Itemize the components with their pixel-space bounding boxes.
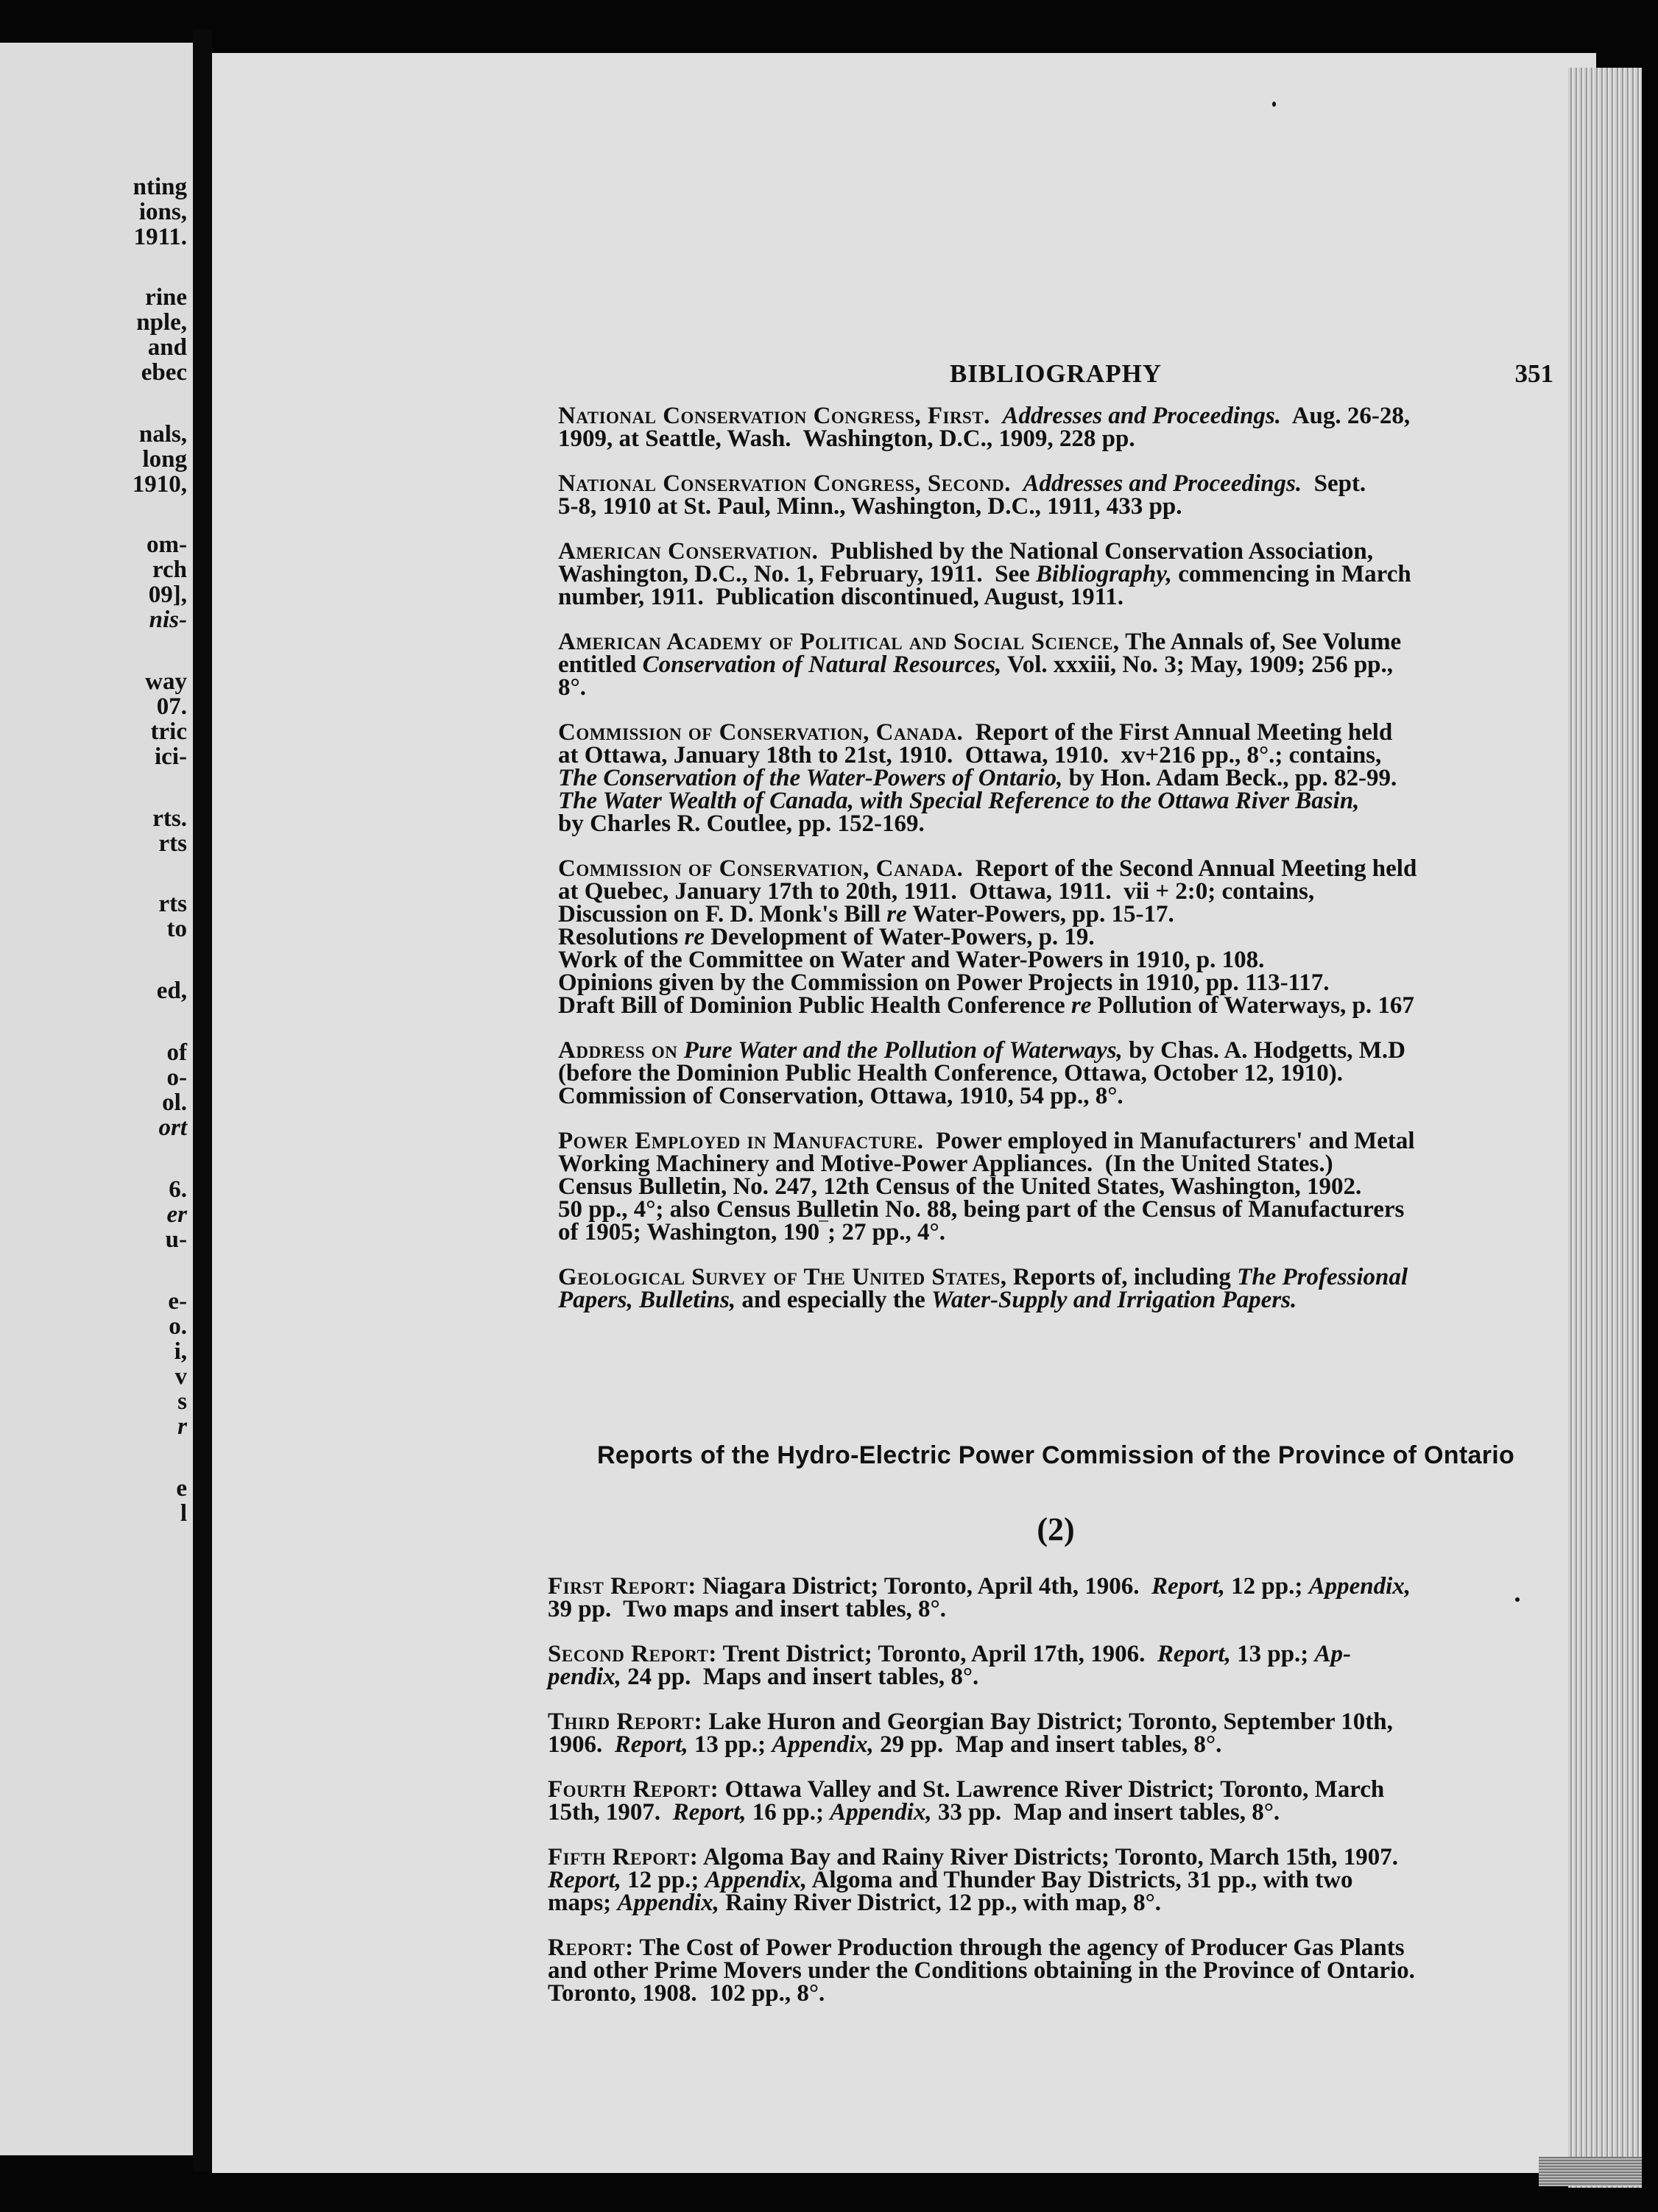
entry-author: Report: [548,1934,634,1961]
entry-text: 5-8, 1910 at St. Paul, Minn., Washington, D.C., 1911, 433 pp. [558,493,1182,520]
previous-page-fragment: 6. [169,1176,187,1203]
entry-line [558,651,1553,678]
entry-line [558,719,1553,746]
entry-author: First Report: [548,1573,696,1600]
entry-line [558,674,1553,701]
entry-line [558,924,1553,950]
entry-text: Vol. xxxiii, No. 3; May, 1909; 256 pp., [1001,651,1394,678]
entry-text: maps; [548,1890,618,1916]
entry-text: Pollution of Waterways, p. 167 [1091,992,1414,1019]
previous-page-fragment: nis- [149,607,187,633]
entry-line [548,1934,1549,1961]
commission-reports [548,1575,1549,2027]
bibliography-entry [558,470,1553,520]
previous-page-fragment: rts. [152,805,187,832]
entry-text: The Cost of Power Production through the agency of Producer Gas Plants [633,1934,1405,1961]
previous-page-fragment: ort [158,1114,187,1141]
previous-page-fragment: nple, [136,309,187,336]
previous-page-fragment: nting [133,174,187,200]
entry-title: Report, [548,1867,621,1893]
entry-title: Conservation of Natural Resources, [642,651,1002,678]
entry-line [548,1641,1549,1667]
entry-title: Water-Supply and Irrigation Papers. [931,1287,1297,1313]
entry-text: Published by the National Conservation Association, [818,538,1373,565]
entry-line [558,901,1553,927]
entry-author: Third Report: [548,1709,703,1735]
entry-author: Fourth Report: [548,1776,719,1803]
entry-line [548,1890,1549,1916]
previous-page-fragment: om- [147,531,187,558]
entry-text: Rainy River District, 12 pp., with map, 8°. [719,1890,1162,1916]
entry-line [558,788,1553,814]
entry-line [558,810,1553,837]
entry-author: Geological Survey of The United States, [558,1264,1007,1290]
entry-text: Reports of, including [1006,1264,1238,1290]
entry-text: 15th, 1907. [548,1799,673,1826]
entry-text: 24 pp. Maps and insert tables, 8°. [621,1664,979,1690]
entry-author: Power Employed in Manufacture. [558,1128,924,1154]
entry-text: by Hon. Adam Beck., pp. 82-99. [1062,765,1397,791]
entry-title: Appendix, [830,1799,932,1826]
entry-line [558,470,1553,497]
previous-page-fragment: s [177,1388,187,1415]
speck-mark [1272,102,1276,107]
section-heading: Reports of the Hydro-Electric Power Commission of the Province of Ontario [596,1441,1515,1469]
entry-text: 12 pp.; [1224,1573,1309,1600]
entry-text: number, 1911. Publication discontinued, August, 1911. [558,584,1124,610]
page-edges [1568,68,1642,2188]
previous-page-fragment: 09], [148,582,187,608]
entry-title: re [886,901,907,927]
entry-line [558,1264,1553,1290]
entry-text: Lake Huron and Georgian Bay District; Toronto, September 10th, [702,1709,1393,1735]
previous-page-fragment: v [174,1363,187,1390]
entry-line [558,1173,1553,1200]
entry-text: 29 pp. Map and insert tables, 8°. [873,1731,1222,1758]
previous-page-fragment: r [177,1413,187,1440]
entry-text: Algoma Bay and Rainy River Districts; Toronto, March 15th, 1907. [698,1844,1399,1870]
entry-line [548,1799,1549,1826]
entry-line [558,561,1553,587]
entry-text: by Chas. A. Hodgetts, M.D [1122,1037,1405,1064]
entry-line [548,1867,1549,1893]
entry-title: Report, [672,1799,747,1826]
previous-page-fragment: rts [158,891,187,917]
entry-line [548,1776,1549,1803]
entry-line [558,855,1553,882]
previous-page-fragment: ici- [155,743,187,770]
previous-page-fragment: ol. [162,1089,187,1116]
report-entry [548,1575,1549,1621]
entry-line [558,425,1553,452]
previous-page-fragment: 1910, [132,471,187,498]
report-entry [548,1643,1549,1689]
entry-text: Toronto, 1908. 102 pp., 8°. [548,1980,825,2007]
entry-line [558,742,1553,768]
entry-line [558,1196,1553,1223]
previous-page-fragment: 1911. [133,224,187,250]
book-page [212,53,1596,2173]
entry-line [558,629,1553,655]
previous-page-fragment: nals, [138,421,187,448]
previous-page-fragment: l [180,1500,187,1527]
entry-text: Commission of Conservation, Ottawa, 1910, 54 pp., 8°. [558,1083,1123,1109]
entry-author: Commission of Conservation, Canada. [558,719,964,746]
previous-page-fragment: e- [168,1288,187,1315]
entry-text: Discussion on F. D. Monk's Bill [558,901,887,927]
previous-page-fragment: and [147,334,187,361]
entry-author: Commission of Conservation, Canada. [558,855,964,882]
previous-page-fragment: rts [158,830,187,857]
entry-line [558,1083,1553,1109]
entry-author: American Academy of Political and Social Science, [558,629,1120,655]
previous-page-fragment: o. [169,1313,187,1340]
page-edges-bottom [1539,2157,1642,2186]
report-entry [548,1711,1549,1756]
entry-line [558,765,1553,791]
entry-title: Ap- [1314,1641,1352,1667]
previous-page-fragment: 07. [156,693,187,720]
entry-line [558,992,1553,1019]
report-entry [548,1846,1549,1915]
book-gutter [193,29,212,2172]
bibliography-entry [558,1130,1553,1244]
entry-title: Bibliography, [1036,561,1172,587]
entry-text: Niagara District; Toronto, April 4th, 1906. [696,1573,1151,1600]
entry-line [548,1844,1549,1870]
entry-author: National Conservation Congress, Second. [558,470,1011,497]
entry-text: 13 pp.; [1230,1641,1315,1667]
entry-text: 8°. [558,674,586,701]
running-head: BIBLIOGRAPHY [949,359,1163,388]
bibliography-entry [558,721,1553,835]
entry-line [548,1731,1549,1758]
entry-line [548,1573,1549,1600]
bibliography-entry [558,1039,1553,1108]
entry-text: 50 pp., 4°; also Census Bulletin No. 88, being part of the Census of Manufacturers [558,1196,1405,1223]
page-header [558,359,1553,392]
previous-page-fragment: long [142,446,187,473]
entry-text: Sept. [1302,470,1366,497]
entry-title: Appendix, [617,1890,719,1916]
report-entry [548,1778,1549,1824]
entry-text: at Ottawa, January 18th to 21st, 1910. Ottawa, 1910. xv+216 pp., 8°.; contains, [558,742,1382,768]
entry-text: 16 pp.; [746,1799,830,1826]
bibliography-entries [558,405,1553,1334]
entry-text: Algoma and Thunder Bay Districts, 31 pp., with two [807,1867,1353,1893]
report-entry [548,1934,1549,2007]
entry-line [548,1957,1549,1984]
entry-title: The Water Wealth of Canada, with Special Reference to the Ottawa River Basin, [558,788,1360,814]
entry-text: (before the Dominion Public Health Conference, Ottawa, October 12, 1910). [558,1060,1343,1086]
entry-text: entitled [558,651,643,678]
entry-text: Draft Bill of Dominion Public Health Conference [558,992,1071,1019]
entry-title: The Conservation of the Water-Powers of Ontario, [558,765,1063,791]
entry-title: Appendix, [705,1867,808,1893]
entry-text: Census Bulletin, No. 247, 12th Census of the United States, Washington, 1902. [558,1173,1362,1200]
entry-text: commencing in March [1171,561,1411,587]
entry-text: Water-Powers, pp. 15-17. [906,901,1174,927]
previous-page-fragment: ions, [138,199,187,225]
entry-text: 33 pp. Map and insert tables, 8°. [931,1799,1280,1826]
entry-line [558,403,1553,429]
bibliography-entry [558,631,1553,699]
previous-page-fragment: tric [150,718,187,745]
entry-line [558,1151,1553,1177]
entry-line [558,878,1553,905]
page-number: 351 [1514,359,1553,388]
entry-title: Report, [614,1731,688,1758]
entry-text: Opinions given by the Commission on Power Projects in 1910, pp. 113-117. [558,969,1330,996]
entry-text: 12 pp.; [621,1867,705,1893]
bibliography-entry [558,405,1553,450]
entry-text: Report of the Second Annual Meeting held [963,855,1417,882]
entry-text: 1906. [548,1731,615,1758]
entry-line [558,1219,1553,1245]
previous-page-fragment: rine [145,284,187,311]
entry-title: Pure Water and the Pollution of Waterways, [683,1037,1123,1064]
entry-title: Report, [1157,1641,1231,1667]
bibliography-entry [558,1266,1553,1312]
previous-page-fragment: er [166,1201,187,1228]
entry-title: Addresses and Proceedings. [1002,403,1282,429]
entry-title: Appendix, [772,1731,874,1758]
entry-line [548,1664,1549,1690]
previous-page-fragment: way [145,668,187,695]
entry-line [558,1128,1553,1154]
previous-page-fragment: e [176,1475,187,1502]
entry-text: 39 pp. Two maps and insert tables, 8°. [548,1596,946,1622]
entry-title: pendix, [548,1664,621,1690]
entry-line [558,538,1553,565]
entry-text: 13 pp.; [688,1731,772,1758]
entry-author: Fifth Report: [548,1844,699,1870]
previous-page-fragment: of [166,1039,187,1066]
entry-title: The Professional [1237,1264,1408,1290]
entry-title: Addresses and Proceedings. [1023,470,1302,497]
entry-line [548,1980,1549,2007]
previous-page [0,43,193,2155]
entry-text: Power employed in Manufacturers' and Metal [923,1128,1415,1154]
entry-line [558,969,1553,996]
entry-text: Trent District; Toronto, April 17th, 1906. [716,1641,1157,1667]
entry-author: Second Report: [548,1641,717,1667]
entry-text: and other Prime Movers under the Conditions obtaining in the Province of Ontario. [548,1957,1415,1984]
entry-title: re [684,924,705,950]
entry-line [558,1060,1553,1086]
entry-text: Development of Water-Powers, p. 19. [704,924,1095,950]
entry-line [558,584,1553,610]
entry-text: 1909, at Seattle, Wash. Washington, D.C., 1909, 228 pp. [558,425,1135,452]
entry-title: Report, [1151,1573,1225,1600]
entry-title: Appendix, [1308,1573,1411,1600]
entry-text: Resolutions [558,924,685,950]
entry-author: Address on [558,1037,678,1064]
previous-page-fragment: ebec [141,359,187,386]
previous-page-fragment: ed, [156,978,187,1004]
entry-text: Washington, D.C., No. 1, February, 1911. See [558,561,1037,587]
entry-title: re [1070,992,1092,1019]
previous-page-fragment: rch [152,556,187,583]
previous-page-fragment: i, [174,1338,187,1365]
entry-line [548,1596,1549,1622]
entry-title: Papers, Bulletins, [558,1287,736,1313]
entry-text: of 1905; Washington, 190‾; 27 pp., 4°. [558,1219,946,1245]
entry-text: Working Machinery and Motive-Power Appliances. (In the United States.) [558,1151,1333,1177]
entry-line [558,1287,1553,1313]
entry-line [548,1709,1549,1735]
entry-author: National Conservation Congress, First. [558,403,990,429]
entry-text: Work of the Committee on Water and Water-Powers in 1910, p. 108. [558,947,1265,973]
bibliography-entry [558,855,1553,1019]
entry-text: Ottawa Valley and St. Lawrence River District; Toronto, March [719,1776,1385,1803]
section-number: (2) [1037,1511,1075,1547]
entry-text: Report of the First Annual Meeting held [963,719,1393,746]
entry-text: at Quebec, January 17th to 20th, 1911. Ottawa, 1911. vii + 2:0; contains, [558,878,1315,905]
entry-line [558,947,1553,973]
previous-page-fragment: u- [165,1226,187,1253]
entry-line [558,493,1553,520]
entry-text: and especially the [735,1287,931,1313]
speck-mark [1515,1597,1520,1602]
entry-author: American Conservation. [558,538,819,565]
bibliography-entry [558,540,1553,609]
entry-line [558,1037,1553,1064]
entry-text: Aug. 26-28, [1281,403,1411,429]
entry-text: The Annals of, See Volume [1119,629,1402,655]
entry-text: by Charles R. Coutlee, pp. 152-169. [558,810,925,837]
previous-page-fragment: o- [166,1064,187,1091]
previous-page-fragment: to [166,916,187,942]
